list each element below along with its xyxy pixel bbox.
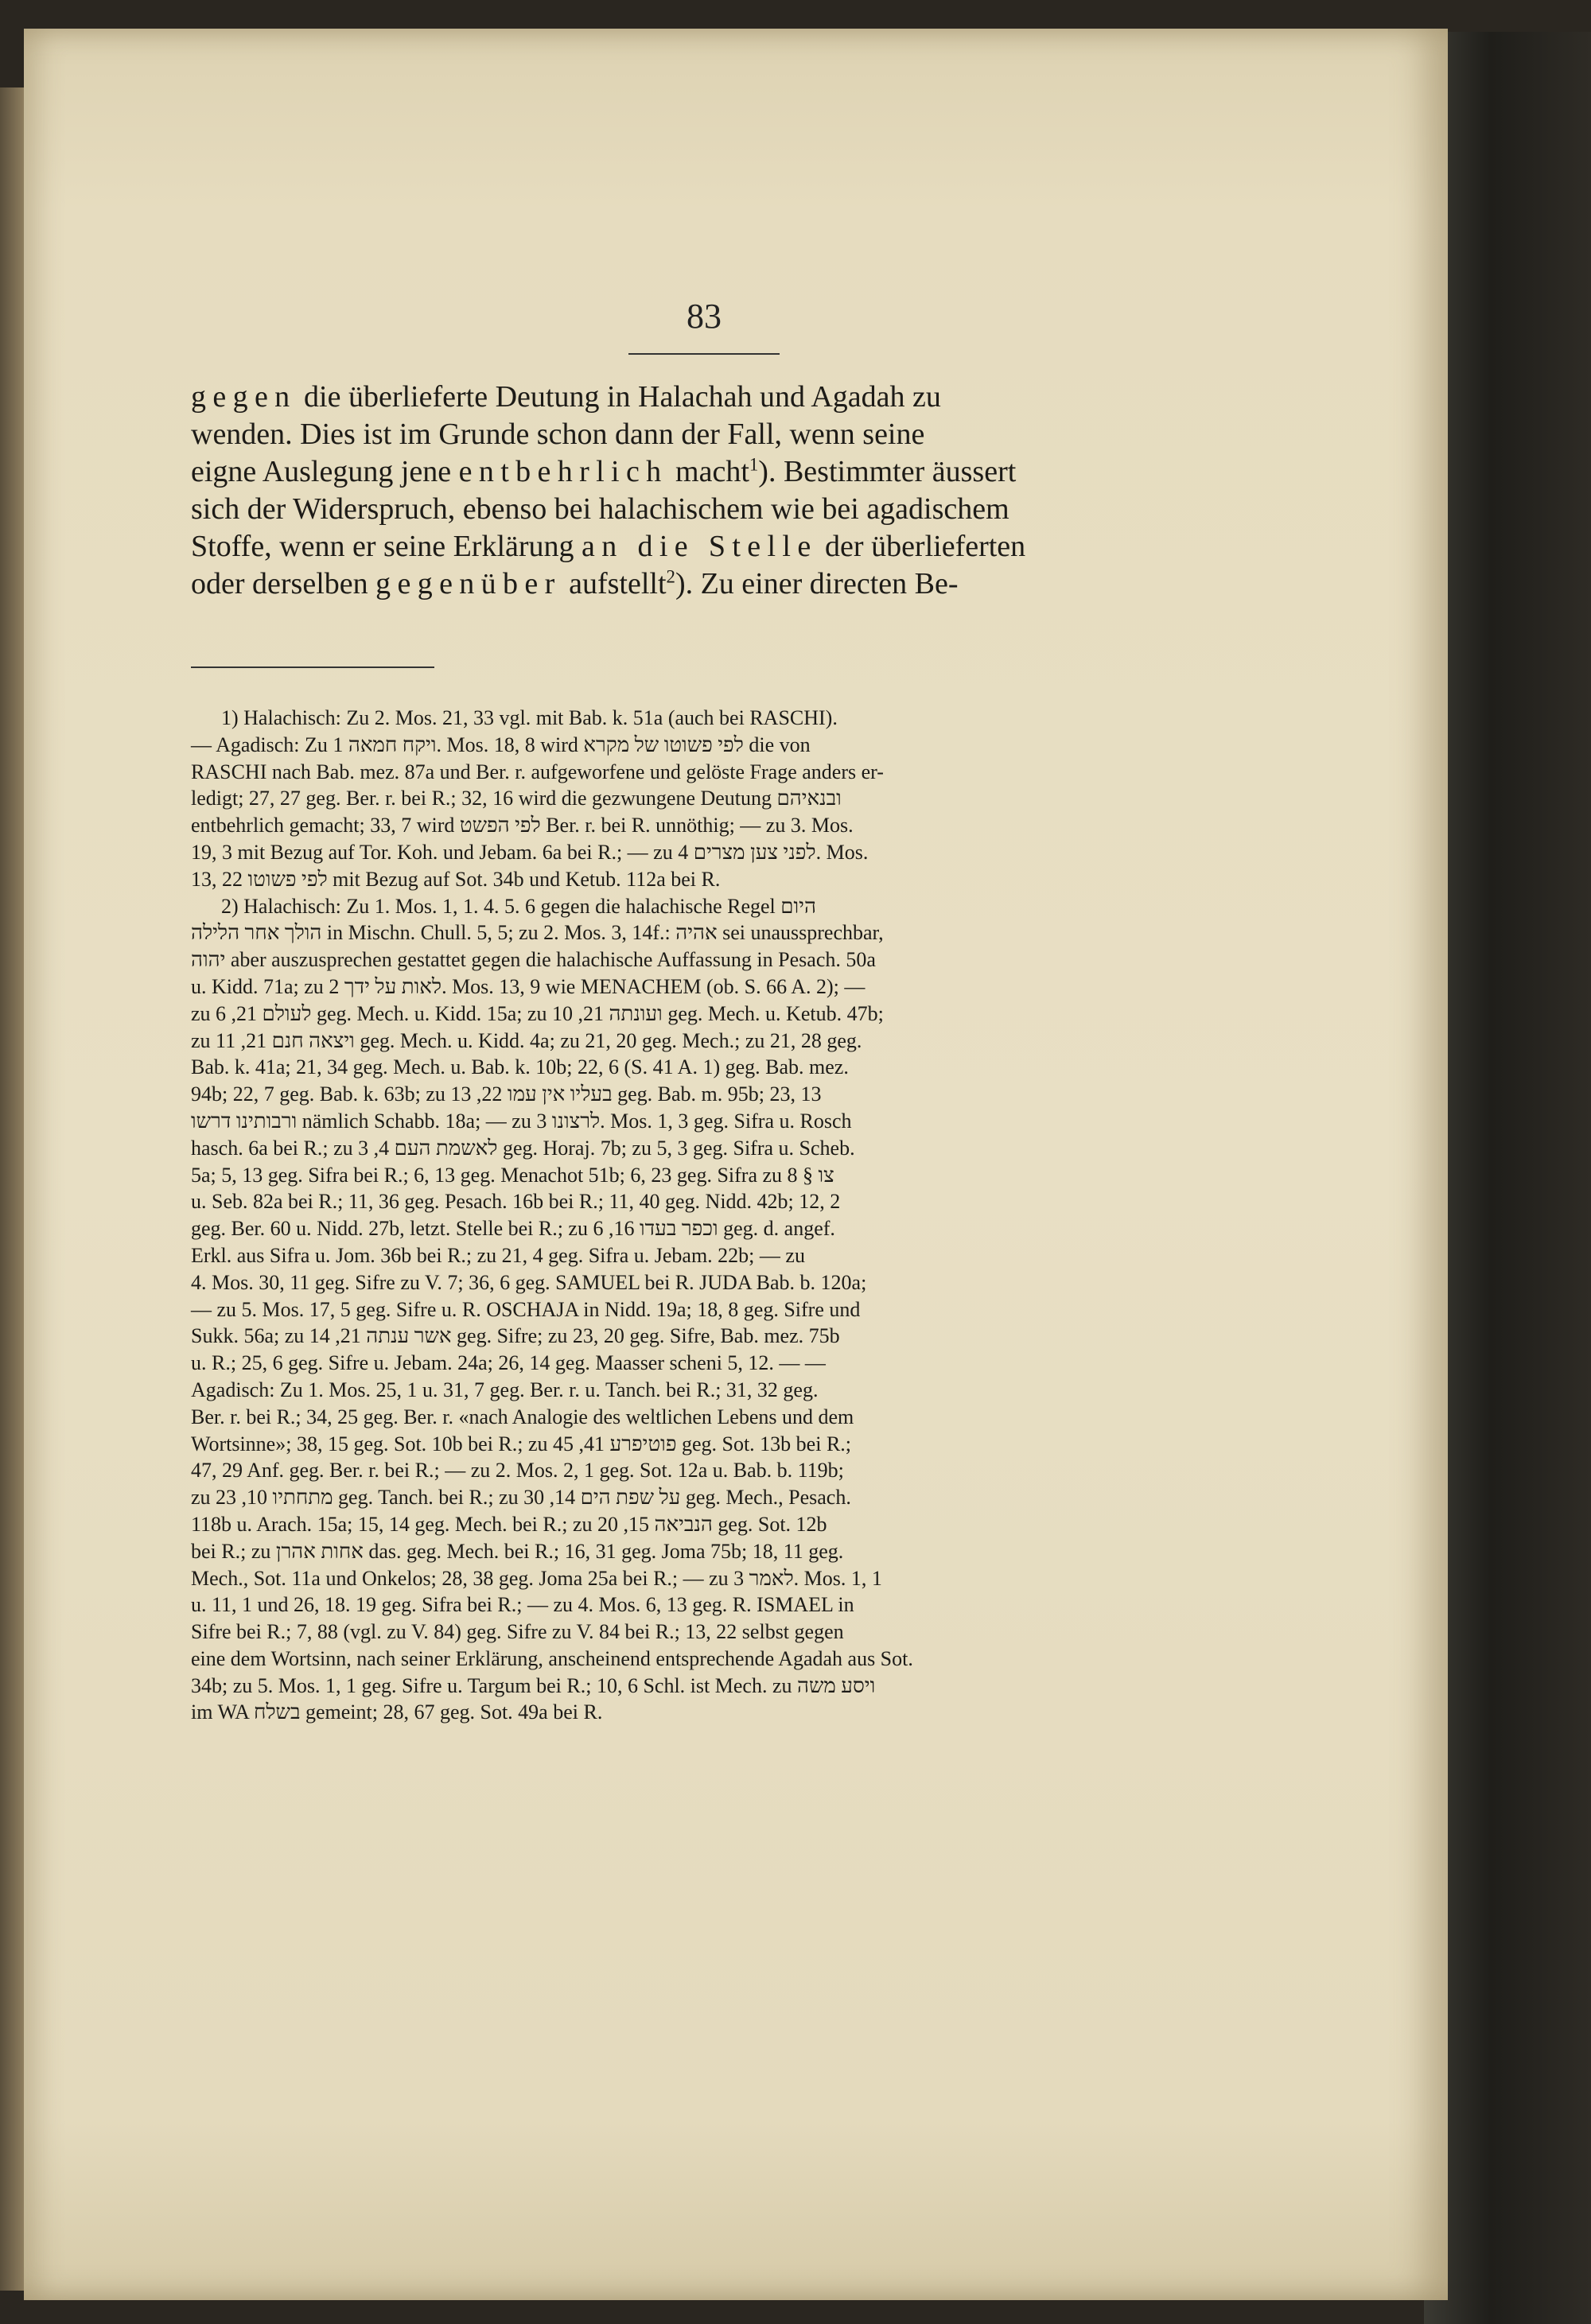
footnote-2-line: im WA בשלח gemeint; 28, 67 geg. Sot. 49a bei R. [191,1700,603,1724]
footnote-1-line: RASCHI nach Bab. mez. 87a und Ber. r. aufgeworfene und gelöste Frage anders er- [191,760,884,783]
footnote-2-line: zu מתחתיו 10, 23 geg. Tanch. bei R.; zu על שפת הים 14, 30 geg. Mech., Pesach. [191,1486,851,1510]
footnote-1-line: entbehrlich gemacht; 33, 7 wird לפי הפשט Ber. r. bei R. unnöthig; — zu 3. Mos. [191,814,854,837]
footnote-2-line: ורבותינו דרשו nämlich Schabb. 18a; — zu לרצונו 3. Mos. 1, 3 geg. Sifra u. Rosch [191,1109,852,1133]
book-page [24,29,1448,2300]
page-number-rule [628,353,780,355]
footnote-1-line: 1) Halachisch: Zu 2. Mos. 21, 33 vgl. mit Bab. k. 51a (auch bei RASCHI). [221,706,838,729]
footnote-2-line: u. R.; 25, 6 geg. Sifre u. Jebam. 24a; 26, 14 geg. Maasser scheni 5, 12. — — [191,1351,826,1375]
footnote-2-line: Bab. k. 41a; 21, 34 geg. Mech. u. Bab. k. 10b; 22, 6 (S. 41 A. 1) geg. Bab. mez. [191,1055,849,1079]
footnote-2-line: zu ויצאה חנם 21, 11 geg. Mech. u. Kidd. 4a; zu 21, 20 geg. Mech.; zu 21, 28 geg. [191,1028,862,1052]
footnote-2-line: Mech., Sot. 11a und Onkelos; 28, 38 geg. Joma 25a bei R.; — zu לאמר 3. Mos. 1, 1 [191,1566,882,1590]
footnote-2-line: u. Seb. 82a bei R.; 11, 36 geg. Pesach. 16b bei R.; 11, 40 geg. Nidd. 42b; 12, 2 [191,1190,841,1214]
footnote-2-line: Agadisch: Zu 1. Mos. 25, 1 u. 31, 7 geg. Ber. r. u. Tanch. bei R.; 31, 32 geg. [191,1378,819,1401]
footnote-2-line: u. Kidd. 71a; zu לאות על ידך 2. Mos. 13, 9 wie MENACHEM (ob. S. 66 A. 2); — [191,974,866,998]
footnote-1-line: 19, 3 mit Bezug auf Tor. Koh. und Jebam. 6a bei R.; — zu לפני צען מצרים 4. Mos. [191,840,869,864]
page-number: 83 [687,297,722,336]
footnote-2-line: 47, 29 Anf. geg. Ber. r. bei R.; — zu 2. Mos. 2, 1 geg. Sot. 12a u. Bab. b. 119b; [191,1459,844,1483]
footnote-2-line: 2) Halachisch: Zu 1. Mos. 1, 1. 4. 5. 6 gegen die halachische Regel היום [221,894,816,918]
main-text-line: wenden. Dies ist im Grunde schon dann der Fall, wenn seine [191,418,925,451]
main-text-line: Stoffe, wenn er seine Erklärung an die Stelle der überlieferten [191,530,1026,563]
book-cover-edge [1424,32,1591,2324]
footnote-2-line: Sifre bei R.; 7, 88 (vgl. zu V. 84) geg. Sifre zu V. 84 bei R.; 13, 22 selbst gegen [191,1620,844,1644]
main-text-line: oder derselben gegenüber aufstellt$^2$). Zu einer directen Be- [191,566,959,600]
footnote-2-line: 118b u. Arach. 15a; 15, 14 geg. Mech. bei R.; zu הנביאה 15, 20 geg. Sot. 12b [191,1512,827,1536]
footnote-2-line: יהוה aber auszusprechen gestattet gegen die halachische Auffassung in Pesach. 50a [191,948,876,972]
footnote-2-line: 94b; 22, 7 geg. Bab. k. 63b; zu בעליו אין עמו 22, 13 geg. Bab. m. 95b; 23, 13 [191,1082,822,1106]
footnote-2-line: 4. Mos. 30, 11 geg. Sifre zu V. 7; 36, 6 geg. SAMUEL bei R. JUDA Bab. b. 120a; [191,1270,867,1294]
footnote-2-line: eine dem Wortsinn, nach seiner Erklärung, anscheinend entsprechende Agadah aus Sot. [191,1646,913,1670]
footnote-ref: 1 [749,454,759,475]
footnote-2-line: u. 11, 1 und 26, 18. 19 geg. Sifra bei R.; — zu 4. Mos. 6, 13 geg. R. ISMAEL in [191,1593,854,1617]
footnote-2-line: Wortsinne»; 38, 15 geg. Sot. 10b bei R.; zu פוטיפרע 41, 45 geg. Sot. 13b bei R.; [191,1432,852,1455]
footnote-2-line: hasch. 6a bei R.; zu לאשמת העם 4, 3 geg. Horaj. 7b; zu 5, 3 geg. Sifra u. Scheb. [191,1136,855,1160]
footnote-1-line: — Agadisch: Zu ויקח חמאה 1. Mos. 18, 8 wird לפי פשוטו של מקרא die von [191,733,811,756]
footnote-2-line: zu לעולם 21, 6 geg. Mech. u. Kidd. 15a; zu ועונתה 21, 10 geg. Mech. u. Ketub. 47b; [191,1001,884,1025]
footnote-1-line: 13, 22 לפי פשוטו mit Bezug auf Sot. 34b und Ketub. 112a bei R. [191,867,721,891]
footnote-2-line: geg. Ber. 60 u. Nidd. 27b, letzt. Stelle bei R.; zu וכפר בעדו 16, 6 geg. d. angef. [191,1217,835,1241]
footnote-2-line: — zu 5. Mos. 17, 5 geg. Sifre u. R. OSCHAJA in Nidd. 19a; 18, 8 geg. Sifre und [191,1297,861,1321]
footnote-separator [191,666,434,668]
footnote-1-line: ledigt; 27, 27 geg. Ber. r. bei R.; 32, 16 wird die gezwungene Deutung ובנאיהם [191,787,842,810]
footnotes [191,705,1144,1726]
footnote-2-line: Erkl. aus Sifra u. Jom. 36b bei R.; zu 21, 4 geg. Sifra u. Jebam. 22b; — zu [191,1243,805,1267]
main-text-line: sich der Widerspruch, ebenso bei halachischem wie bei agadischem [191,492,1009,526]
footnote-2-line: bei R.; zu אחות אהרן das. geg. Mech. bei R.; 16, 31 geg. Joma 75b; 18, 11 geg. [191,1539,844,1563]
footnote-2-line: Ber. r. bei R.; 34, 25 geg. Ber. r. «nach Analogie des weltlichen Lebens und dem [191,1405,854,1428]
footnote-2-line: Sukk. 56a; zu אשר ענתה 21, 14 geg. Sifre; zu 23, 20 geg. Sifre, Bab. mez. 75b [191,1324,840,1348]
main-text-line: eigne Auslegung jene entbehrlich macht$^1$). Bestimmter äussert [191,454,1017,488]
main-text-line: gegen die überlieferte Deutung in Halachah und Agadah zu [191,380,941,414]
footnote-2-line: 5a; 5, 13 geg. Sifra bei R.; 6, 13 geg. Menachot 51b; 6, 23 geg. Sifra zu צו § 8 [191,1163,834,1187]
footnote-2-line: הולך אחר הלילה in Mischn. Chull. 5, 5; zu 2. Mos. 3, 14f.: אהיה sei unaussprechbar, [191,921,884,945]
main-text [191,379,1144,603]
footnote-ref: 2 [666,566,675,587]
footnote-2-line: 34b; zu 5. Mos. 1, 1 geg. Sifre u. Targum bei R.; 10, 6 Schl. ist Mech. zu ויסע משה [191,1673,876,1697]
